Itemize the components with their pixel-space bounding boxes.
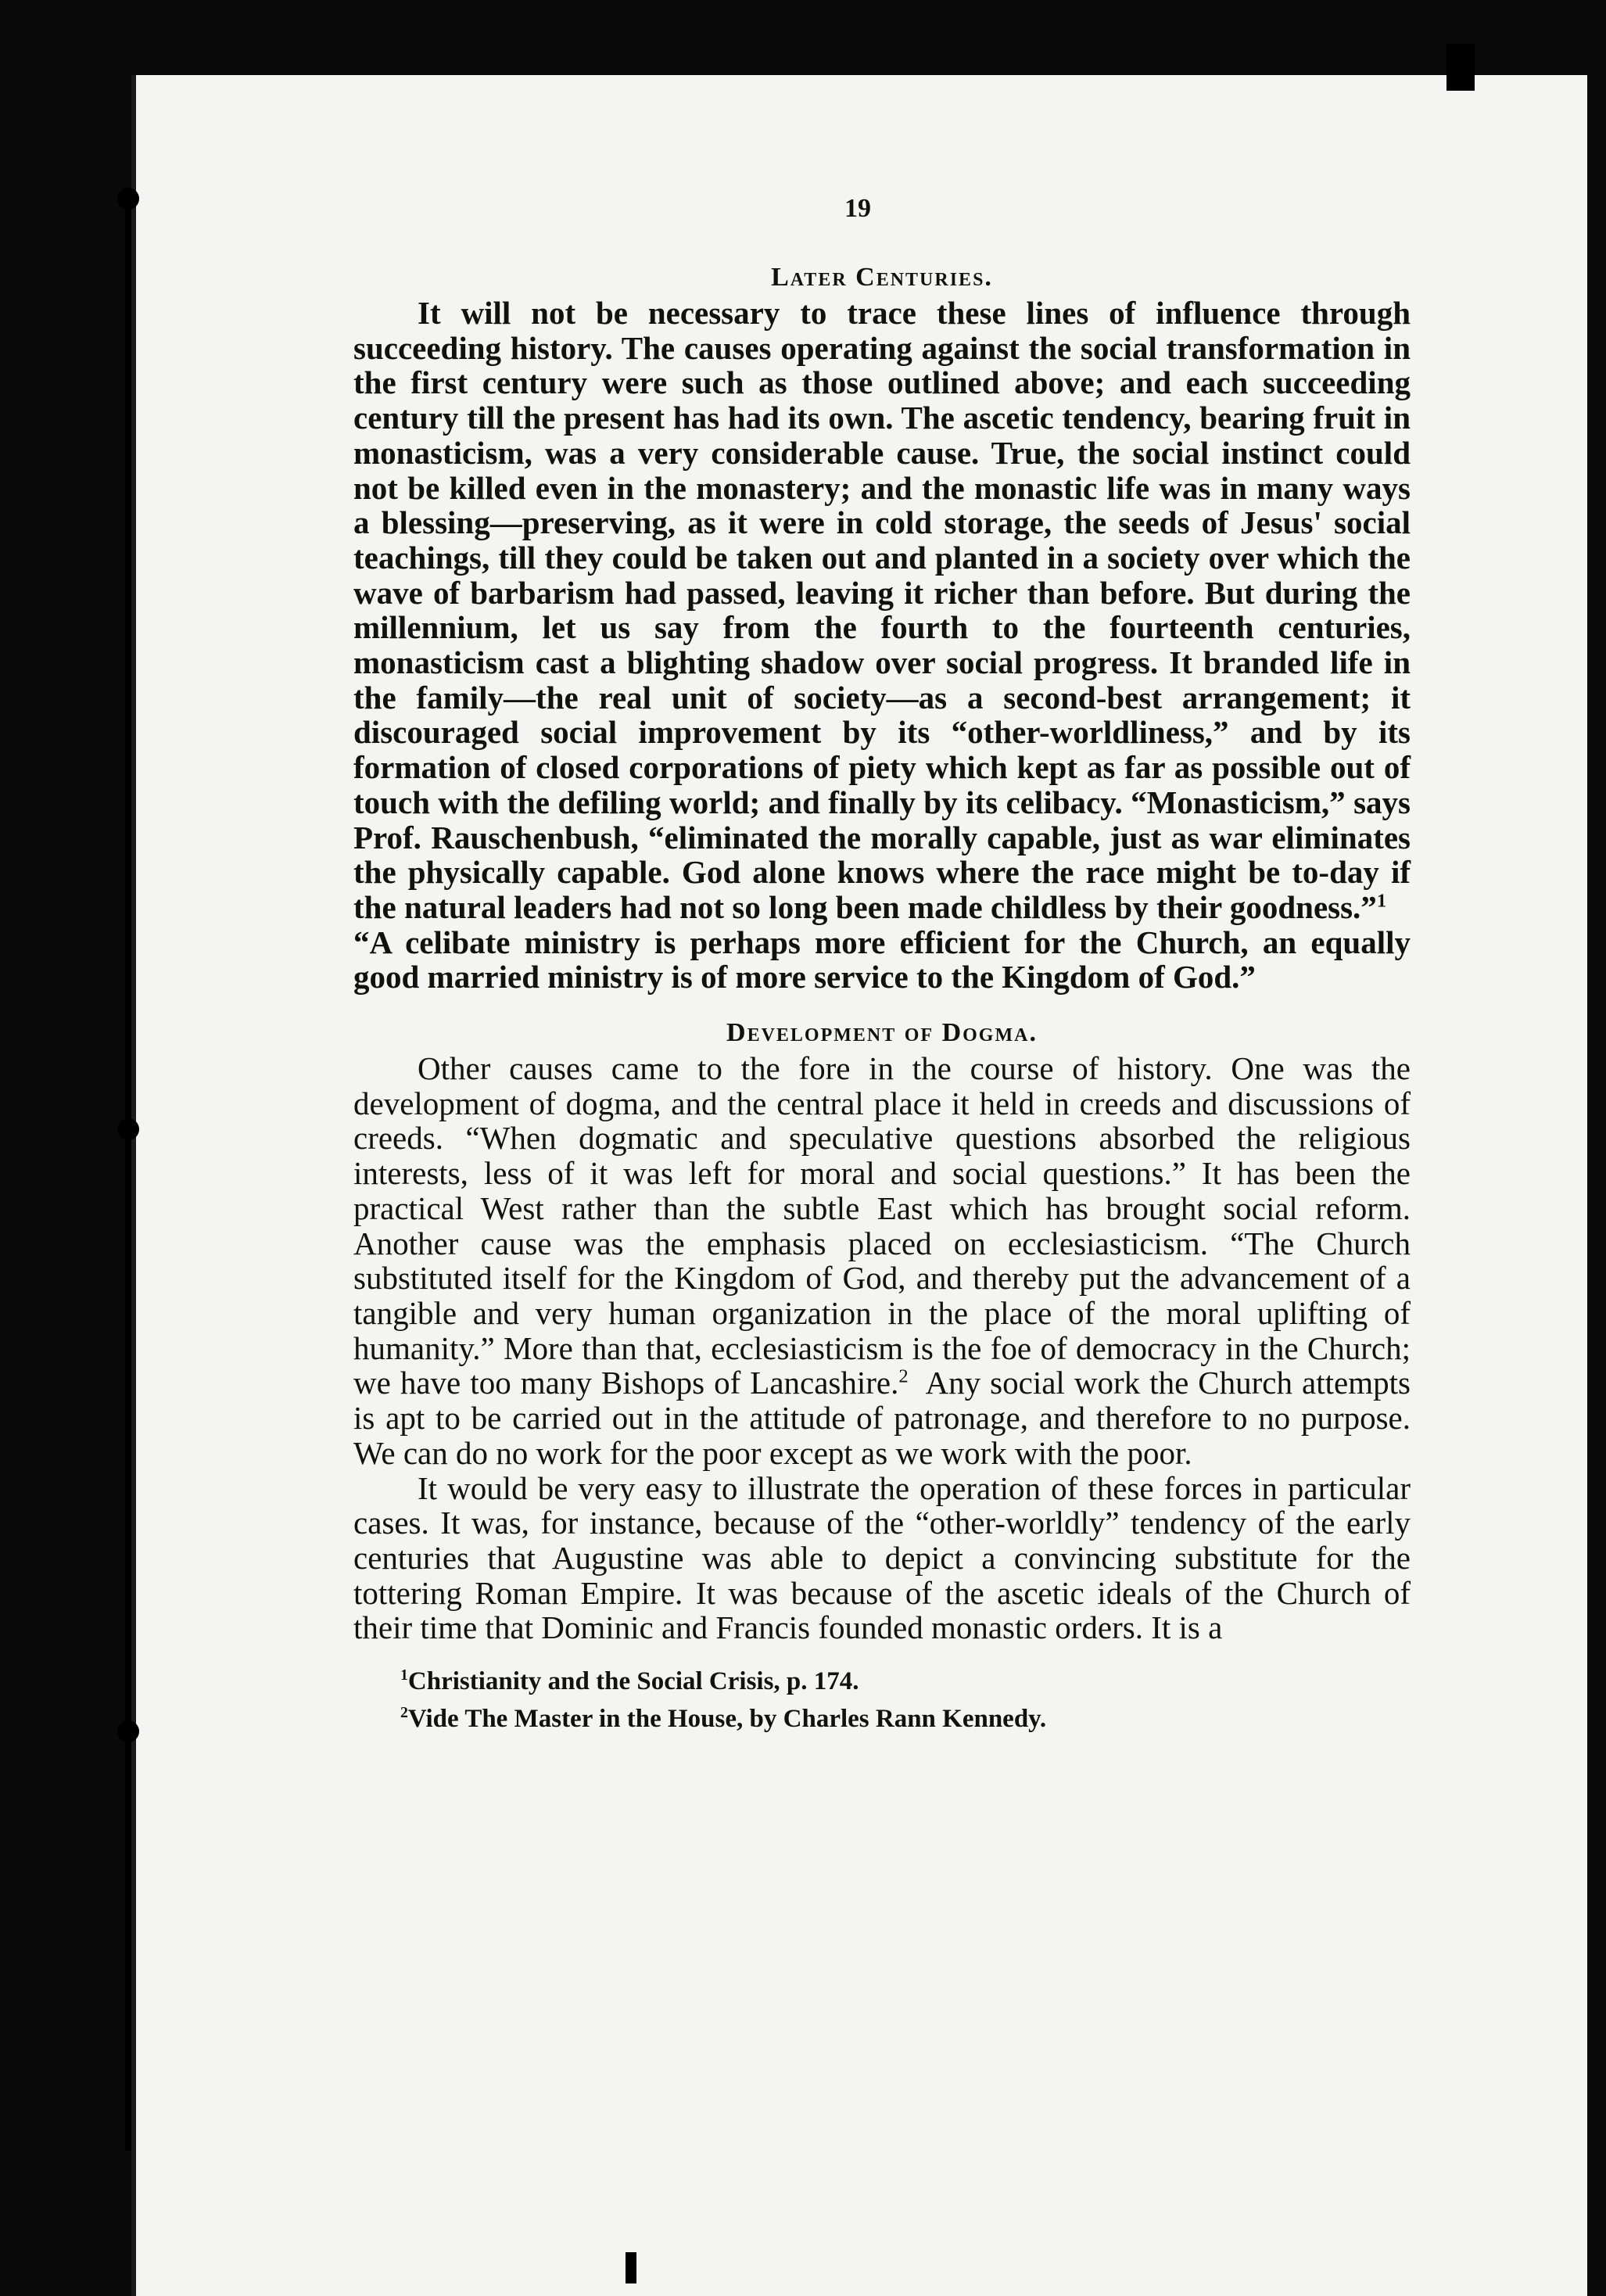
- page-number: 19: [844, 194, 871, 223]
- paragraph-text: It will not be necessary to trace these lines of influence through succeeding history. The causes operating against the social transformation in the first century were such as those outlined above; and each succeeding century till the present has had its own. The ascetic tendency, bearing fruit in monasticism, was a very considerable cause. True, the social instinct could not be killed even in the monastery; and the monastic life was in many ways a blessing—preserving, as it were in cold storage, the seeds of Jesus' social teachings, till they could be taken out and planted in a society over which the wave of barbarism had passed, leaving it richer than before. But during the millennium, let us say from the fourth to the fourteenth centuries, monasticism cast a blighting shadow over social progress. It branded life in the family—the real unit of society—as a second-best arrangement; it discouraged social improvement by its “other-worldliness,” and by its formation of closed corporations of piety which kept as far as possible out of touch with the defiling world; and finally by its celibacy. “Monasticism,” says Prof. Rauschenbush, “eliminated the morally capable, just as war eliminates the physically capable. God alone knows where the race might be to-day if the natural leaders had not so long been made childless by their goodness.”: [353, 295, 1411, 925]
- section-heading: Later Centuries.: [771, 263, 993, 292]
- footnotes: [353, 1663, 1411, 1738]
- footnote-number: 1: [400, 1666, 408, 1684]
- footnote-text: Christianity and the Social Crisis, p. 174.: [407, 1667, 859, 1696]
- footnote-mark: 1: [1376, 890, 1387, 912]
- paragraph: [353, 296, 1411, 995]
- scan-artifact: [626, 2252, 636, 2283]
- footnote-number: 2: [400, 1704, 408, 1722]
- scan-artifact: [1446, 44, 1475, 91]
- footnote-text: Vide The Master in the House, by Charles Rann Kennedy.: [407, 1705, 1047, 1734]
- paragraph: [353, 1051, 1411, 1470]
- footnote-mark: 2: [898, 1365, 909, 1387]
- binding-notch: [117, 1118, 139, 1140]
- paragraph-text: Other causes came to the fore in the course of history. One was the development of dogma, and the central place it held in creeds and discussions of creeds. “When dogmatic and speculative questions absorbed the religious interests, less of it was left for moral and social questions.” It has been the practical West rather than the subtle East which has brought social reform. Another cause was the emphasis placed on ecclesiasticism. “The Church substituted itself for the Kingdom of God, and thereby put the advancement of a tangible and very human organization in the place of the moral uplifting of humanity.” More than that, ecclesiasticism is the foe of democracy in the Church; we have too many Bishops of Lancashire.: [353, 1050, 1411, 1401]
- footnote: [400, 1700, 1411, 1738]
- body-text: [353, 263, 1411, 1738]
- section-heading: Development of Dogma.: [726, 1018, 1038, 1048]
- paragraph-text: It would be very easy to illustrate the operation of these forces in particular cases. It was, for instance, because of the “other-worldly” tendency of the early centuries that Augustine was able to depict a convincing substitute for the tottering Roman Empire. It was because of the ascetic ideals of the Church of their time that Dominic and Francis founded monastic orders. It is a: [353, 1469, 1411, 1646]
- paragraph-text: “A celibate ministry is perhaps more efficient for the Church, an equally good married ministry is of more service to the Kingdom of God.”: [353, 924, 1411, 996]
- paragraph: [353, 1471, 1411, 1646]
- binding-notch: [117, 1720, 139, 1742]
- binding-edge: [125, 196, 131, 2151]
- paragraph-text: Any social work the Church attempts is apt to be carried out in the attitude of patronage, and therefore to no purpose. We can do no work for the poor except as we work with the poor.: [353, 1365, 1411, 1471]
- page-edge: [131, 75, 136, 2296]
- binding-notch: [117, 188, 139, 210]
- footnote: [400, 1663, 1411, 1700]
